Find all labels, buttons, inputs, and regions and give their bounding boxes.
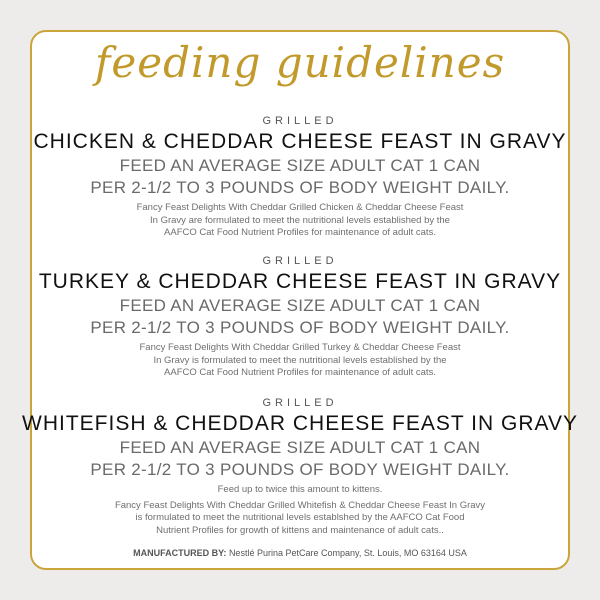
feeding-line-2: PER 2-1/2 TO 3 POUNDS OF BODY WEIGHT DAILY. xyxy=(90,460,510,479)
product-name: WHITEFISH & CHEDDAR CHEESE FEAST IN GRAVY xyxy=(22,412,578,435)
feeding-line-1: FEED AN AVERAGE SIZE ADULT CAT 1 CAN xyxy=(119,296,481,315)
fine-print-line: is formulated to meet the nutritional levels establshed by the AAFCO Cat Food xyxy=(135,512,465,523)
fine-print-line: In Gravy is formulated to meet the nutritional levels established by the xyxy=(153,354,447,366)
fine-print-line: Fancy Feast Delights With Cheddar Grilled Turkey & Cheddar Cheese Feast xyxy=(139,342,461,353)
product-name: CHICKEN & CHEDDAR CHEESE FEAST IN GRAVY xyxy=(33,130,567,153)
fine-print-line: AAFCO Cat Food Nutrient Profiles for maintenance of adult cats. xyxy=(164,367,436,378)
fine-print-line: Fancy Feast Delights With Cheddar Grilled Whitefish & Cheddar Cheese Feast In Gravy xyxy=(114,499,486,511)
fine-print xyxy=(0,500,600,538)
feeding-line-2: PER 2-1/2 TO 3 POUNDS OF BODY WEIGHT DAILY. xyxy=(90,178,510,197)
fine-print-line: In Gravy are formulated to meet the nutritional levels established by the xyxy=(150,214,450,226)
fine-print-line: Fancy Feast Delights With Cheddar Grilled Chicken & Cheddar Cheese Feast xyxy=(136,202,464,213)
fine-print xyxy=(0,202,600,240)
fine-print xyxy=(0,342,600,380)
feeding-line-1: FEED AN AVERAGE SIZE ADULT CAT 1 CAN xyxy=(119,438,481,457)
product-name: TURKEY & CHEDDAR CHEESE FEAST IN GRAVY xyxy=(38,270,562,293)
section-turkey xyxy=(0,254,600,380)
kitten-note: Feed up to twice this amount to kittens. xyxy=(217,484,383,495)
feeding-line-2: PER 2-1/2 TO 3 POUNDS OF BODY WEIGHT DAILY. xyxy=(90,318,510,337)
section-whitefish xyxy=(0,396,600,537)
fine-print-line: AAFCO Cat Food Nutrient Profiles for maintenance of adult cats. xyxy=(164,227,436,238)
footer-text: Nestlé Purina PetCare Company, St. Louis, MO 63164 USA xyxy=(228,548,467,558)
section-kicker: GRILLED xyxy=(262,397,338,409)
feeding-line-1: FEED AN AVERAGE SIZE ADULT CAT 1 CAN xyxy=(119,156,481,175)
section-kicker: GRILLED xyxy=(262,115,338,127)
fine-print-line: Nutrient Profiles for growth of kittens and maintenance of adult cats.. xyxy=(156,524,444,536)
section-chicken xyxy=(0,114,600,240)
footer-label: MANUFACTURED BY: xyxy=(133,548,227,558)
manufacturer-footer xyxy=(0,548,600,558)
section-kicker: GRILLED xyxy=(262,255,338,267)
page-title: feeding guidelines xyxy=(94,38,506,87)
